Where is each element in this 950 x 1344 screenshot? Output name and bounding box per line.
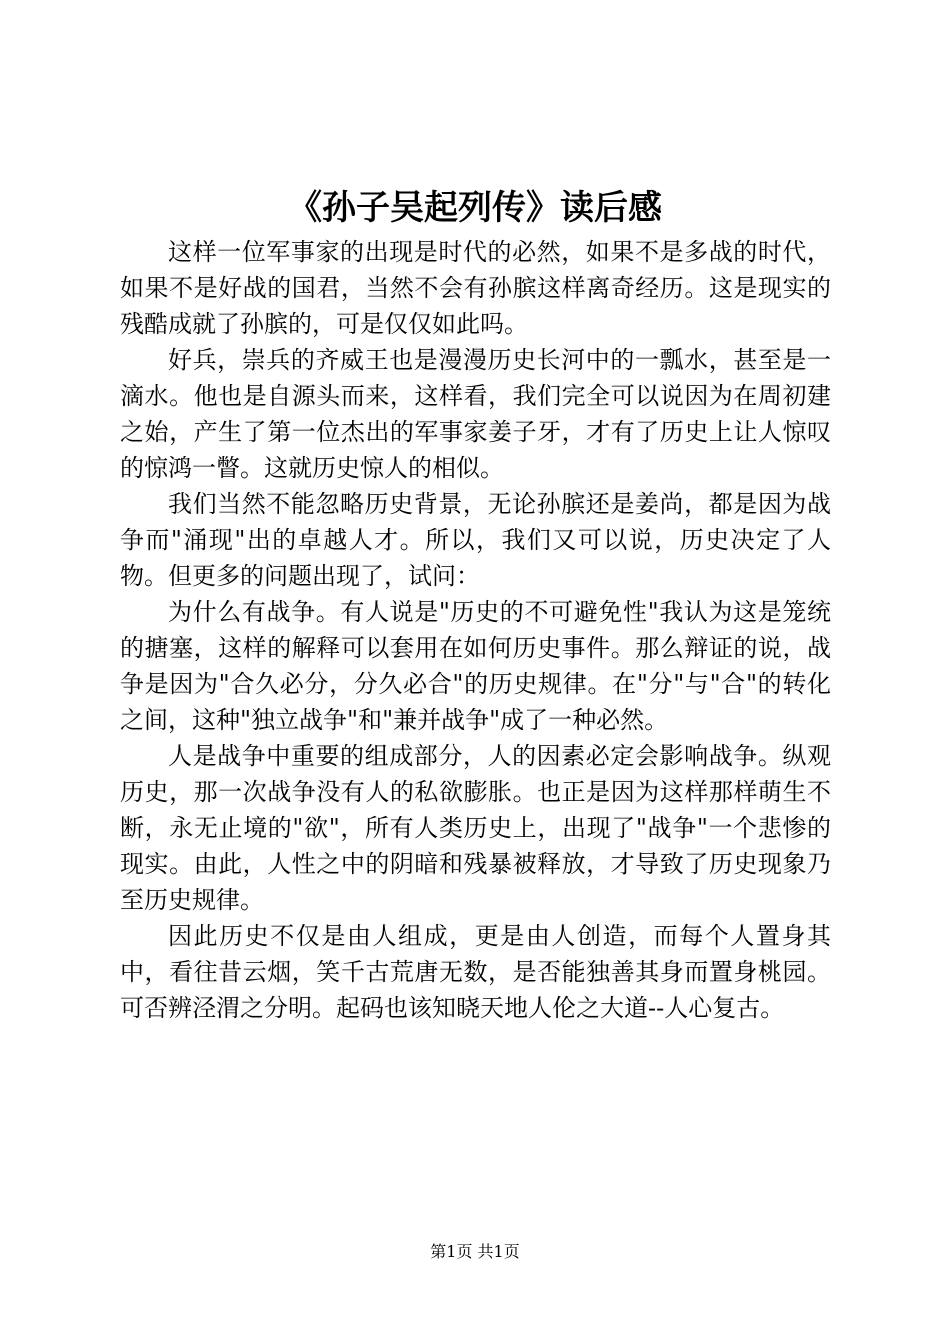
paragraph-3: 我们当然不能忽略历史背景，无论孙膑还是姜尚，都是因为战争而"涌现"出的卓越人才。所以，我们又可以说，历史决定了人物。但更多的问题出现了，试问：	[120, 490, 831, 590]
document-title: 《孙子吴起列传》读后感	[288, 188, 662, 228]
paragraph-4: 为什么有战争。有人说是"历史的不可避免性"我认为这是笼统的搪塞，这样的解释可以套用在如何历史事件。那么辩证的说，战争是因为"合久必分，分久必合"的历史规律。在"分"与"合"的转化之间，这种"独立战争"和"兼并战争"成了一种必然。	[120, 598, 831, 734]
paragraph-2: 好兵，崇兵的齐威王也是漫漫历史长河中的一瓢水，甚至是一滴水。他也是自源头而来，这样看，我们完全可以说因为在周初建之始，产生了第一位杰出的军事家姜子牙，才有了历史上让人惊叹的惊鸿一瞥。这就历史惊人的相似。	[120, 346, 831, 482]
paragraph-1: 这样一位军事家的出现是时代的必然，如果不是多战的时代，如果不是好战的国君，当然不会有孙膑这样离奇经历。这是现实的残酷成就了孙膑的，可是仅仅如此吗。	[120, 238, 831, 338]
paragraph-6: 因此历史不仅是由人组成，更是由人创造，而每个人置身其中，看往昔云烟，笑千古荒唐无数，是否能独善其身而置身桃园。可否辨泾渭之分明。起码也该知晓天地人伦之大道--人心复古。	[120, 922, 831, 1022]
document-body	[120, 234, 831, 1026]
page-number-footer: 第1页 共1页	[430, 1242, 520, 1261]
paragraph-5: 人是战争中重要的组成部分，人的因素必定会影响战争。纵观历史，那一次战争没有人的私欲膨胀。也正是因为这样那样萌生不断，永无止境的"欲"，所有人类历史上，出现了"战争"一个悲惨的现实。由此，人性之中的阴暗和残暴被释放，才导致了历史现象乃至历史规律。	[120, 742, 831, 914]
